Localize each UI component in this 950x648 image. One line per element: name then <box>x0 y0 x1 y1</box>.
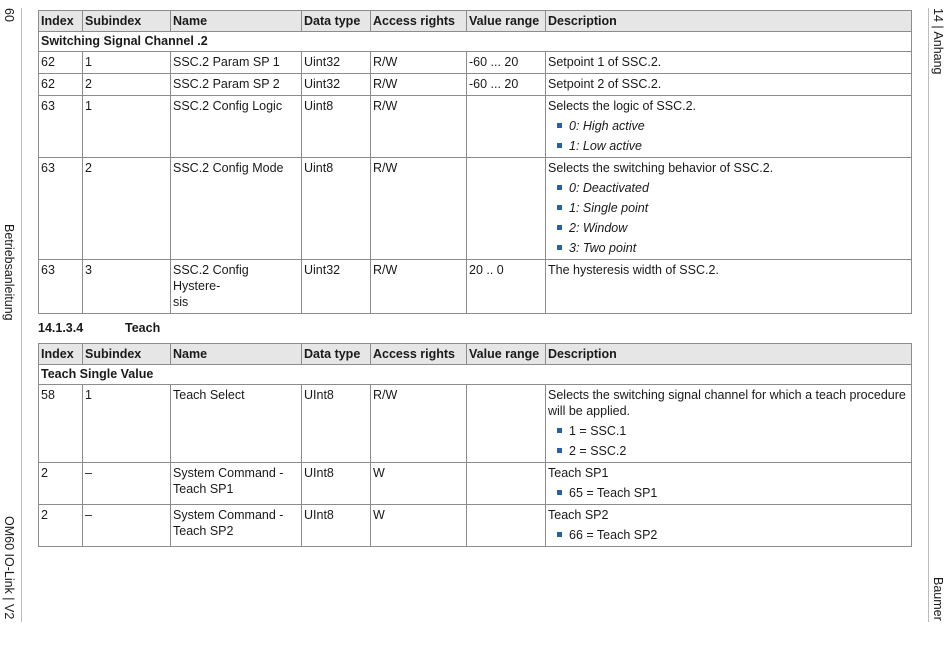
group-title: Teach Single Value <box>39 365 912 385</box>
section-heading <box>38 321 160 335</box>
cell-data-type: UInt8 <box>302 505 371 547</box>
name-line: System Command - <box>173 466 284 480</box>
option-list <box>548 118 909 154</box>
bullet-square-icon <box>557 448 562 453</box>
option-text: 2 = SSC.2 <box>569 444 627 458</box>
cell-index: 62 <box>39 74 83 96</box>
table-row <box>39 260 912 314</box>
page-number: 60 <box>2 8 16 22</box>
cell-data-type: UInt8 <box>302 463 371 505</box>
cell-range <box>467 463 546 505</box>
name-line: Teach SP1 <box>173 482 234 496</box>
cell-subindex: 1 <box>83 385 171 463</box>
cell-range: -60 ... 20 <box>467 74 546 96</box>
table-row <box>39 463 912 505</box>
brand-label: Baumer <box>931 577 945 621</box>
description-text: will be applied. <box>548 404 630 418</box>
group-title: Switching Signal Channel .2 <box>39 32 912 52</box>
cell-range <box>467 385 546 463</box>
cell-range <box>467 96 546 158</box>
bullet-square-icon <box>557 428 562 433</box>
description-text: Selects the switching signal channel for which a teach procedure <box>548 388 906 402</box>
cell-description <box>546 96 912 158</box>
header-value-range: Value range <box>467 11 546 32</box>
cell-access: R/W <box>371 260 467 314</box>
name-line: SSC.2 Config Hystere- <box>173 263 249 293</box>
left-margin-divider <box>21 8 22 622</box>
cell-index: 63 <box>39 260 83 314</box>
option-text: 1 = SSC.1 <box>569 424 627 438</box>
cell-index: 63 <box>39 96 83 158</box>
cell-data-type: Uint32 <box>302 74 371 96</box>
option-list <box>548 423 909 459</box>
bullet-square-icon <box>557 225 562 230</box>
cell-index: 58 <box>39 385 83 463</box>
header-value-range: Value range <box>467 344 546 365</box>
cell-subindex: 1 <box>83 52 171 74</box>
description-text: Teach SP2 <box>548 508 609 522</box>
option-text: 0: High active <box>569 119 645 133</box>
cell-access: R/W <box>371 74 467 96</box>
bullet-square-icon <box>557 205 562 210</box>
cell-subindex: 2 <box>83 158 171 260</box>
table-row <box>39 52 912 74</box>
table-row <box>39 385 912 463</box>
cell-range <box>467 505 546 547</box>
header-data-type: Data type <box>302 11 371 32</box>
cell-access: W <box>371 505 467 547</box>
table-header-row <box>39 344 912 365</box>
cell-index: 63 <box>39 158 83 260</box>
cell-subindex: – <box>83 505 171 547</box>
header-name: Name <box>171 11 302 32</box>
option-text: 0: Deactivated <box>569 181 649 195</box>
table-row <box>39 74 912 96</box>
list-item <box>548 485 909 501</box>
option-list <box>548 485 909 501</box>
header-subindex: Subindex <box>83 11 171 32</box>
cell-name <box>171 463 302 505</box>
list-item <box>548 220 909 236</box>
group-row <box>39 32 912 52</box>
list-item <box>548 527 909 543</box>
description-text: Selects the switching behavior of SSC.2. <box>548 161 774 175</box>
cell-description: Setpoint 1 of SSC.2. <box>546 52 912 74</box>
cell-data-type: Uint8 <box>302 96 371 158</box>
cell-description: Setpoint 2 of SSC.2. <box>546 74 912 96</box>
header-description: Description <box>546 344 912 365</box>
option-text: 66 = Teach SP2 <box>569 528 658 542</box>
option-text: 2: Window <box>569 221 628 235</box>
header-description: Description <box>546 11 912 32</box>
cell-index: 2 <box>39 505 83 547</box>
cell-data-type: Uint32 <box>302 52 371 74</box>
header-subindex: Subindex <box>83 344 171 365</box>
cell-range: 20 .. 0 <box>467 260 546 314</box>
header-index: Index <box>39 344 83 365</box>
cell-index: 62 <box>39 52 83 74</box>
cell-name: SSC.2 Config Logic <box>171 96 302 158</box>
list-item <box>548 200 909 216</box>
cell-name: SSC.2 Param SP 2 <box>171 74 302 96</box>
cell-name <box>171 505 302 547</box>
name-line: System Command - <box>173 508 284 522</box>
list-item <box>548 443 909 459</box>
bullet-square-icon <box>557 123 562 128</box>
description-text: Selects the logic of SSC.2. <box>548 99 696 113</box>
cell-range <box>467 158 546 260</box>
cell-description <box>546 158 912 260</box>
group-row <box>39 365 912 385</box>
name-line: sis <box>173 295 189 309</box>
cell-description <box>546 505 912 547</box>
list-item <box>548 180 909 196</box>
cell-description <box>546 385 912 463</box>
cell-index: 2 <box>39 463 83 505</box>
description-text: Teach SP1 <box>548 466 609 480</box>
option-text: 1: Low active <box>569 139 642 153</box>
bullet-square-icon <box>557 245 562 250</box>
option-list <box>548 527 909 543</box>
cell-data-type: Uint32 <box>302 260 371 314</box>
option-text: 65 = Teach SP1 <box>569 486 658 500</box>
option-list <box>548 180 909 256</box>
cell-data-type: UInt8 <box>302 385 371 463</box>
header-access-rights: Access rights <box>371 344 467 365</box>
cell-data-type: Uint8 <box>302 158 371 260</box>
cell-subindex: – <box>83 463 171 505</box>
cell-name <box>171 260 302 314</box>
table-row <box>39 505 912 547</box>
table-row <box>39 158 912 260</box>
teach-parameter-table <box>38 343 912 547</box>
table-header-row <box>39 11 912 32</box>
cell-subindex: 2 <box>83 74 171 96</box>
list-item <box>548 118 909 134</box>
option-text: 3: Two point <box>569 241 637 255</box>
list-item <box>548 423 909 439</box>
list-item <box>548 240 909 256</box>
cell-access: R/W <box>371 52 467 74</box>
cell-access: R/W <box>371 158 467 260</box>
cell-subindex: 3 <box>83 260 171 314</box>
header-name: Name <box>171 344 302 365</box>
cell-description: The hysteresis width of SSC.2. <box>546 260 912 314</box>
document-type: Betriebsanleitung <box>2 224 16 321</box>
document-title: OM60 IO-Link | V2 <box>2 516 16 620</box>
section-number: 14.1.3.4 <box>38 321 84 335</box>
header-index: Index <box>39 11 83 32</box>
header-access-rights: Access rights <box>371 11 467 32</box>
cell-access: W <box>371 463 467 505</box>
cell-name: SSC.2 Config Mode <box>171 158 302 260</box>
cell-name: SSC.2 Param SP 1 <box>171 52 302 74</box>
cell-access: R/W <box>371 385 467 463</box>
right-margin-divider <box>928 8 929 622</box>
option-text: 1: Single point <box>569 201 649 215</box>
cell-range: -60 ... 20 <box>467 52 546 74</box>
bullet-square-icon <box>557 490 562 495</box>
bullet-square-icon <box>557 143 562 148</box>
table-row <box>39 96 912 158</box>
cell-description <box>546 463 912 505</box>
chapter-label: 14 | Anhang <box>931 8 945 75</box>
list-item <box>548 138 909 154</box>
name-line: Teach SP2 <box>173 524 234 538</box>
bullet-square-icon <box>557 185 562 190</box>
header-data-type: Data type <box>302 344 371 365</box>
ssc2-parameter-table <box>38 10 912 314</box>
cell-subindex: 1 <box>83 96 171 158</box>
section-title: Teach <box>125 321 161 335</box>
cell-name: Teach Select <box>171 385 302 463</box>
bullet-square-icon <box>557 532 562 537</box>
cell-access: R/W <box>371 96 467 158</box>
